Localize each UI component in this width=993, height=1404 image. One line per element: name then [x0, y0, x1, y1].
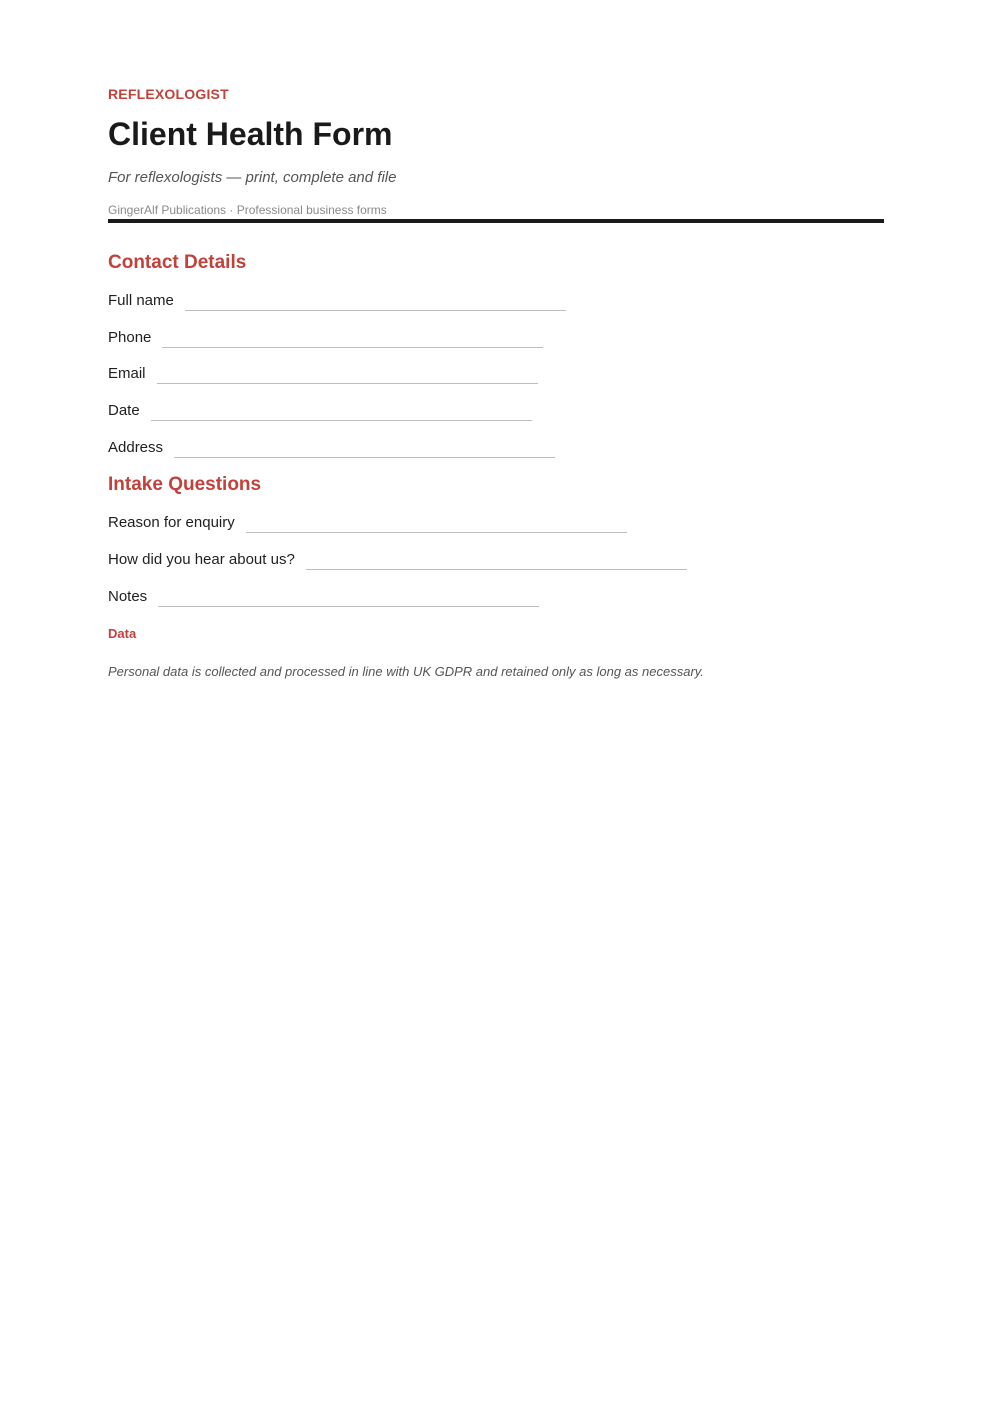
field-label-notes: Notes [108, 588, 148, 605]
header-divider [108, 219, 884, 223]
address-input[interactable] [174, 457, 555, 458]
reason-input[interactable] [246, 532, 627, 533]
page-subtitle: For reflexologists — print, complete and file [108, 169, 397, 186]
full-name-input[interactable] [185, 310, 566, 311]
field-label-reason: Reason for enquiry [108, 514, 235, 531]
field-address [108, 435, 555, 457]
phone-input[interactable] [162, 347, 543, 348]
field-label-phone: Phone [108, 329, 152, 346]
field-label-referral: How did you hear about us? [108, 551, 295, 568]
field-label-address: Address [108, 439, 164, 456]
field-notes [108, 584, 539, 606]
section-heading-data: Data [108, 626, 137, 641]
field-date [108, 398, 532, 420]
field-reason [108, 510, 627, 532]
field-referral [108, 547, 687, 569]
referral-input[interactable] [306, 569, 687, 570]
notes-input[interactable] [158, 606, 539, 607]
publisher-line: GingerAlf Publications · Professional business forms [108, 203, 387, 217]
eyebrow-label: REFLEXOLOGIST [108, 86, 229, 102]
date-input[interactable] [151, 420, 532, 421]
page-title: Client Health Form [108, 116, 393, 152]
field-phone [108, 325, 543, 347]
field-label-date: Date [108, 402, 140, 419]
email-input[interactable] [157, 383, 538, 384]
field-full-name [108, 288, 566, 310]
field-label-full-name: Full name [108, 292, 174, 309]
section-heading-contact: Contact Details [108, 252, 247, 273]
field-label-email: Email [108, 365, 146, 382]
section-heading-intake: Intake Questions [108, 474, 262, 495]
field-email [108, 361, 538, 383]
gdpr-note: Personal data is collected and processed in line with UK GDPR and retained only as long as necessary. [108, 664, 704, 679]
